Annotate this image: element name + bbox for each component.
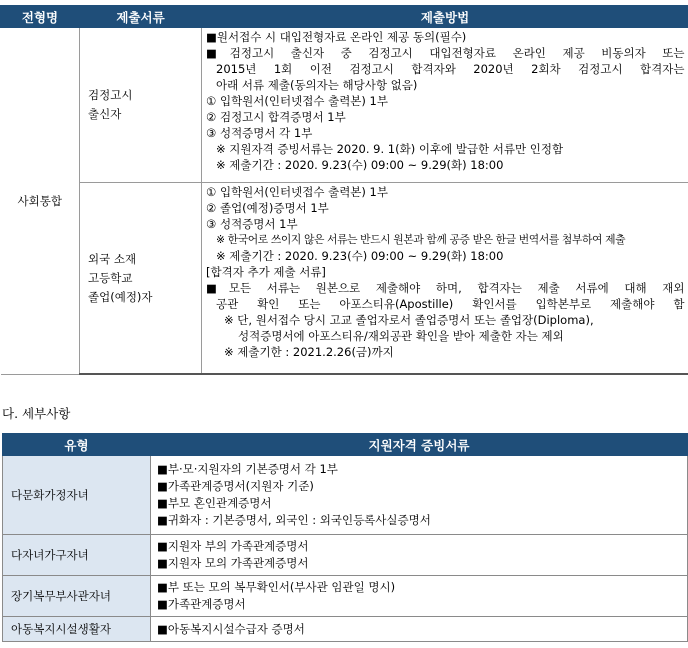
type-cell: 다문화가정자녀 [3,456,151,535]
table-row [3,535,688,576]
method-line: 2015년 1회 이전 검정고시 합격자와 2020년 2회차 검정고시 합격자는 [216,62,685,76]
method-line: ■모든 서류는 원본으로 제출해야 하며, 합격자는 제출 서류에 대해 재외 [206,281,685,295]
method-cell [202,28,688,183]
doc-item: ■부 또는 모의 복무확인서(부사관 임관일 명시) [157,580,396,594]
header-type: 유형 [3,434,151,456]
header-submission-method: 제출방법 [202,6,688,28]
doc-item: ■가족관계증명서 [157,597,246,611]
section-title: 다. 세부사항 [2,406,71,421]
docs-cell [151,617,688,642]
doc-item: ■지원자 부의 가족관계증명서 [157,539,309,553]
doc-item: ■가족관계증명서(지원자 기준) [157,479,314,493]
method-line: ③ 성적증명서 각 1부 [206,126,313,140]
method-line: ※ 제출기한 : 2021.2.26(금)까지 [224,345,394,359]
documents-cell [80,183,202,375]
method-line: 성적증명서에 아포스티유/재외공관 확인을 받아 제출한 자는 제외 [238,329,564,343]
method-line: ※ 한국어로 쓰이지 않은 서류는 반드시 원본과 함께 공증 받은 한글 번역서를 첨부하여 제출 [216,233,626,246]
method-line: ■원서접수 시 대입전형자료 온라인 제공 동의(필수) [206,30,467,44]
header-eligibility-docs: 지원자격 증빙서류 [151,434,688,456]
method-line: ※ 단, 원서접수 당시 고교 졸업자로서 졸업증명서 또는 졸업장(Diploma), [224,313,594,327]
docs-cell [151,535,688,576]
header-admission-type: 전형명 [1,6,80,28]
submission-table [0,5,688,375]
doc-line: 고등학교 [88,270,133,285]
method-line: ※ 지원자격 증빙서류는 2020. 9. 1(화) 이후에 발급한 서류만 인정함 [216,142,564,156]
header-documents: 제출서류 [80,6,202,28]
table-row [3,576,688,617]
eligibility-table [2,433,688,642]
doc-item: ■부·모·지원자의 기본증명서 각 1부 [157,462,338,476]
table-row [1,183,688,375]
method-line: [합격자 추가 제출 서류] [206,265,326,279]
method-line: ② 졸업(예정)증명서 1부 [206,201,329,215]
doc-item: ■지원자 모의 가족관계증명서 [157,556,309,570]
method-line: ※ 제출기간 : 2020. 9.23(수) 09:00 ~ 9.29(화) 18:00 [216,249,504,263]
method-line: ③ 성적증명서 1부 [206,217,298,231]
method-line: ① 입학원서(인터넷접수 출력본) 1부 [206,185,388,199]
type-cell: 다자녀가구자녀 [3,535,151,576]
eligibility-table-header [3,434,688,456]
method-line: 아래 서류 제출(동의자는 해당사항 없음) [216,78,418,92]
method-line: 공관 확인 또는 아포스티유(Apostille) 확인서를 입학본부로 제출해야 함 [216,297,685,311]
doc-line: 외국 소재 [88,251,137,266]
doc-line: 검정고시 [88,88,133,102]
documents-cell [80,28,202,183]
method-cell [202,183,688,375]
method-line: ※ 제출기간 : 2020. 9.23(수) 09:00 ~ 9.29(화) 18:00 [216,158,504,172]
table-row [1,28,688,183]
method-line: ② 검정고시 합격증명서 1부 [206,110,346,124]
table-row [3,617,688,642]
docs-cell [151,456,688,535]
doc-line: 출신자 [88,107,122,121]
admission-type-cell: 사회통합 [1,28,80,375]
docs-cell [151,576,688,617]
method-line: ① 입학원서(인터넷접수 출력본) 1부 [206,94,388,108]
doc-item: ■부모 혼인관계증명서 [157,496,272,510]
doc-item: ■귀화자 : 기본증명서, 외국인 : 외국인등록사실증명서 [157,513,431,527]
type-cell: 장기복무부사관자녀 [3,576,151,617]
type-cell: 아동복지시설생활자 [3,617,151,642]
doc-line: 졸업(예정)자 [88,289,153,304]
submission-table-header [1,6,688,28]
doc-item: ■아동복지시설수급자 증명서 [157,621,305,636]
table-row [3,456,688,535]
method-line: ■검정고시 출신자 중 검정고시 대입전형자료 온라인 제공 비동의자 또는 [206,46,685,60]
